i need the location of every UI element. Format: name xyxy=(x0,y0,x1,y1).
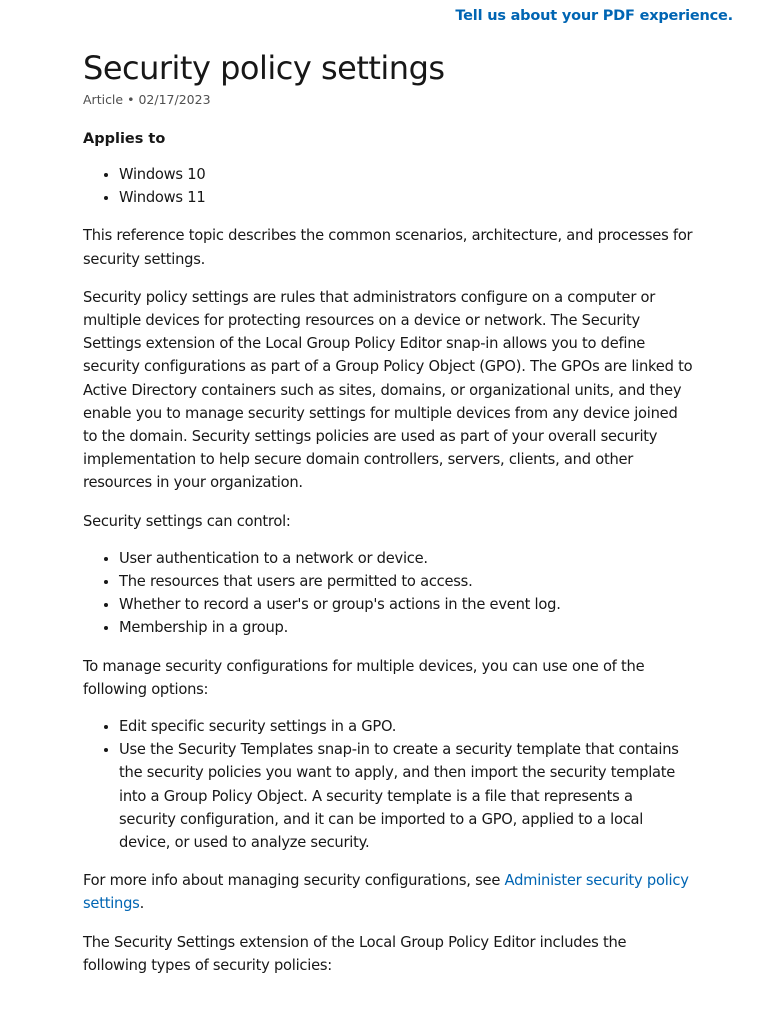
pdf-feedback-link[interactable]: Tell us about your PDF experience. xyxy=(455,8,733,24)
list-item: • Membership in a group. xyxy=(119,616,693,639)
article-content xyxy=(83,48,693,977)
page-title: Security policy settings xyxy=(83,49,445,87)
more-info-text: For more info about managing security configurations, see xyxy=(83,872,505,890)
description-paragraph: Security policy settings are rules that administrators configure on a computer or multiple devices for protecting resources on a device or network. The Security Settings extension of the Local Group Policy Editor snap-in allows you to define security configurations as part of a Group Policy Object (GPO). The GPOs are linked to Active Directory containers such as sites, domains, or organizational units, and they enable you to manage security settings for multiple devices from any device joined to the domain. Security settings policies are used as part of your overall security implementation to help secure domain controllers, servers, clients, and other resources in your organization. xyxy=(83,288,693,492)
list-item: • Edit specific security settings in a GPO. xyxy=(119,715,693,738)
control-intro-paragraph: Security settings can control: xyxy=(83,512,291,530)
administer-security-policy-link[interactable]: Administer security policy settings xyxy=(83,872,689,913)
extension-intro-paragraph: The Security Settings extension of the Local Group Policy Editor includes the following types of security policies: xyxy=(83,933,627,974)
meta-separator: • xyxy=(127,92,135,107)
manage-intro-paragraph: To manage security configurations for multiple devices, you can use one of the following options: xyxy=(83,657,645,698)
manage-options-list xyxy=(83,715,693,854)
article-type: Article xyxy=(83,92,124,107)
applies-to-heading: Applies to xyxy=(83,131,166,147)
list-item: • Use the Security Templates snap-in to create a security template that contains the security policies you want to apply, and then import the security template into a Group Policy Object. A security template is a file that represents a security configuration, and it can be imported to a GPO, applied to a local device, or used to analyze security. xyxy=(119,738,693,854)
list-item: • Windows 10 xyxy=(119,163,693,186)
article-metadata xyxy=(83,91,693,109)
list-item: • Windows 11 xyxy=(119,186,693,209)
list-item: • The resources that users are permitted to access. xyxy=(119,570,693,593)
list-item: • Whether to record a user's or group's actions in the event log. xyxy=(119,593,693,616)
applies-to-list xyxy=(83,163,693,209)
more-info-paragraph xyxy=(83,869,693,915)
list-item: • User authentication to a network or device. xyxy=(119,547,693,570)
more-info-suffix: . xyxy=(139,895,144,913)
intro-paragraph: This reference topic describes the common scenarios, architecture, and processes for security settings. xyxy=(83,227,693,268)
control-list xyxy=(83,547,693,640)
article-date: 02/17/2023 xyxy=(138,92,211,107)
